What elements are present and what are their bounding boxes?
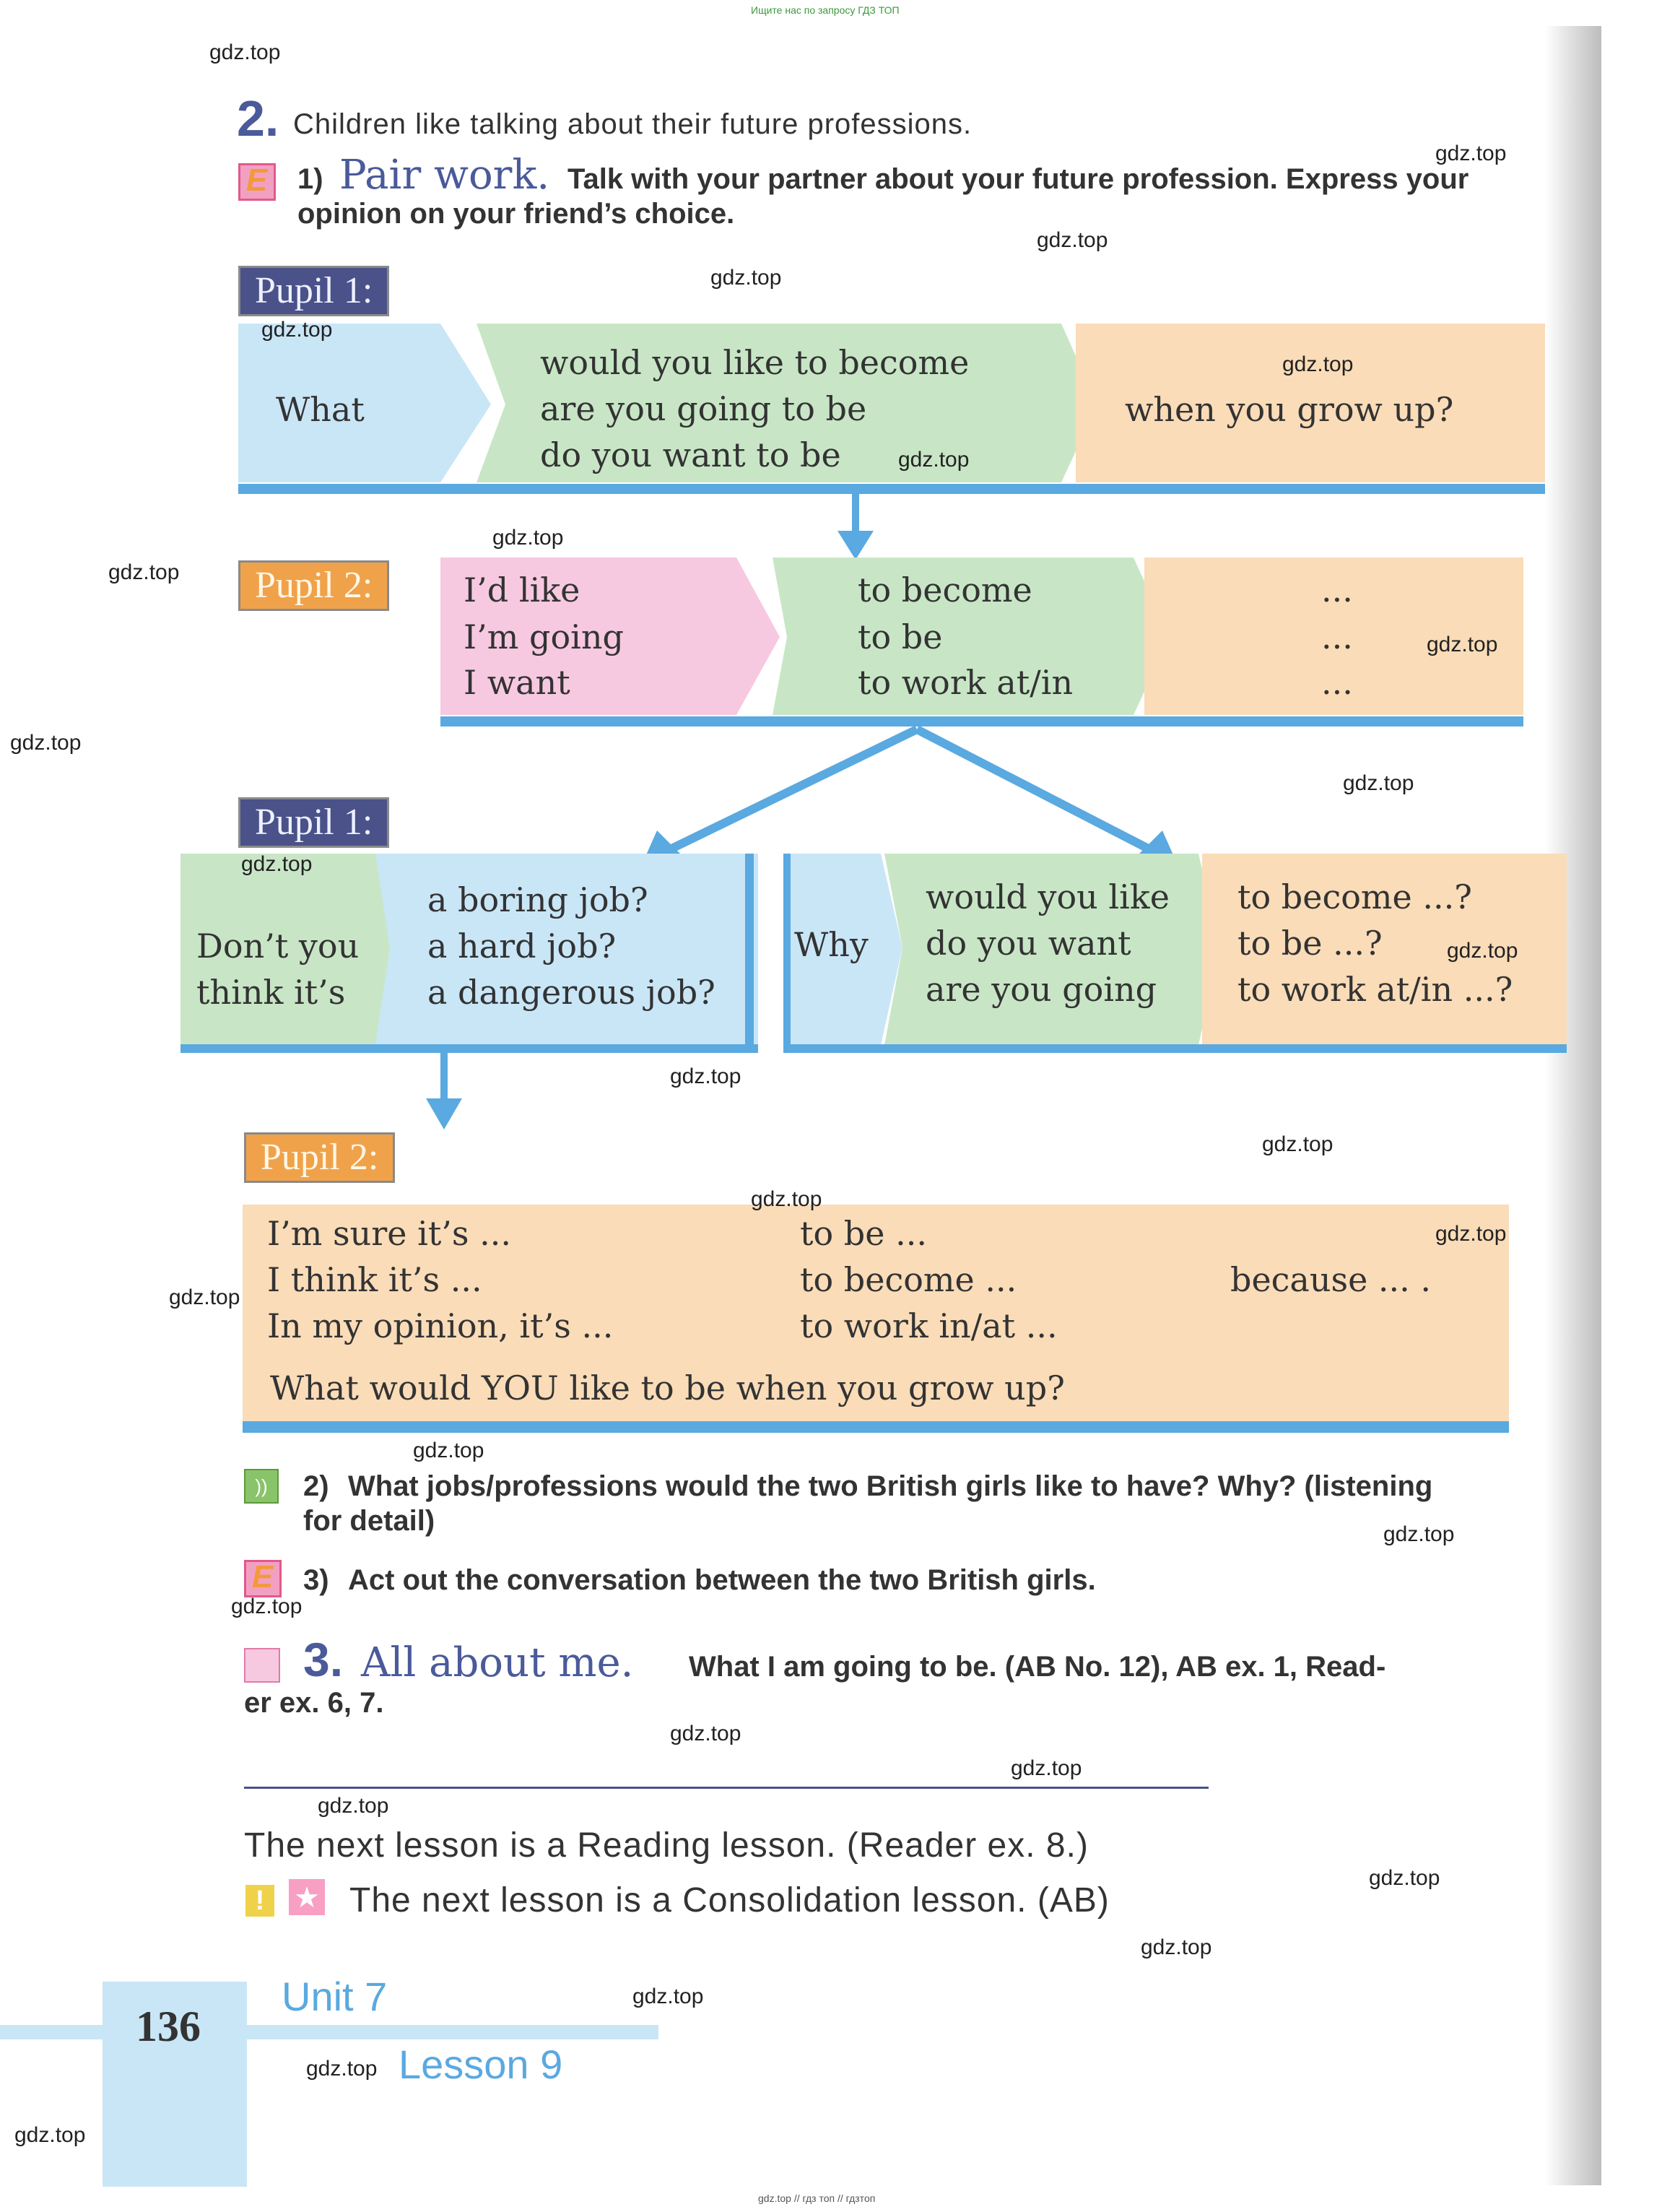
table-3-right-col3-line2: to be ...?	[1237, 924, 1383, 963]
task-1-number: 1)	[297, 163, 323, 195]
table-2-col2-line3: to work at/in	[858, 663, 1074, 702]
exercise-2-intro: Children like talking about their future professions.	[293, 108, 973, 140]
task-2-number: 2)	[303, 1470, 329, 1502]
footer-lesson: Lesson 9	[399, 2042, 563, 2087]
task-3-text: Act out the conversation between the two British girls.	[348, 1564, 1096, 1596]
watermark: gdz.top	[169, 1285, 240, 1309]
table-2-col1-line1: I’d like	[464, 571, 580, 610]
watermark: gdz.top	[1011, 1756, 1082, 1780]
table-3-right-col3-line3: to work at/in ...?	[1237, 970, 1513, 1009]
table-3-right-col3-line1: to become ...?	[1237, 877, 1472, 916]
watermark: gdz.top	[492, 526, 564, 550]
divider-line	[244, 1787, 1209, 1789]
page-number: 136	[136, 2003, 201, 2050]
watermark: gdz.top	[670, 1064, 741, 1088]
exclamation-icon: !	[245, 1885, 274, 1917]
watermark: gdz.top	[1282, 352, 1354, 376]
watermark: gdz.top	[231, 1595, 303, 1618]
watermark: gdz.top	[14, 2123, 86, 2147]
table-1-col2-line1: would you like to become	[540, 343, 970, 382]
pair-work-icon	[238, 163, 276, 201]
watermark: gdz.top	[1037, 228, 1108, 252]
arrow-down-2	[426, 1051, 462, 1131]
task-2-text-line2: for detail)	[303, 1505, 435, 1537]
exercise-3-text-line2: er ex. 6, 7.	[244, 1687, 384, 1719]
top-watermark-text: Ищите нас по запросу ГДЗ ТОП	[751, 4, 900, 16]
watermark: gdz.top	[1141, 1935, 1212, 1959]
watermark: gdz.top	[670, 1722, 741, 1745]
arrow-down-1	[837, 491, 874, 563]
watermark: gdz.top	[261, 318, 333, 342]
pupil-2-label-a: Pupil 2:	[238, 560, 389, 611]
pupil-2-label-b: Pupil 2:	[244, 1132, 395, 1183]
watermark: gdz.top	[1447, 939, 1518, 963]
table-2-col2-line2: to be	[858, 617, 943, 656]
footer-unit: Unit 7	[282, 1974, 388, 2019]
listening-icon: ))	[244, 1469, 279, 1504]
table-2-col1-line3: I want	[464, 663, 570, 702]
table-3-left-col1-line1: Don’t you	[196, 927, 360, 966]
exercise-2-number: 2.	[237, 90, 279, 147]
watermark: gdz.top	[318, 1794, 389, 1818]
next-lesson-reading: The next lesson is a Reading lesson. (Reader ex. 8.)	[244, 1826, 1089, 1865]
exercise-3-text: What I am going to be. (AB No. 12), AB ex. 1, Read-	[689, 1651, 1386, 1683]
home-icon	[244, 1648, 280, 1683]
bottom-watermark-text: gdz.top // гдз топ // гдзтоп	[758, 2193, 876, 2204]
table-2-col1-line2: I’m going	[464, 617, 624, 656]
table-4-col1-line2: I think it’s ...	[267, 1260, 482, 1299]
pupil-1-label-b: Pupil 1:	[238, 797, 389, 848]
page-edge-shadow	[1545, 26, 1601, 2185]
table-4-col2-line1: to be ...	[800, 1214, 927, 1253]
task-1-text-line2: opinion on your friend’s choice.	[297, 198, 735, 230]
exercise-3-number: 3.	[303, 1633, 344, 1686]
table-4-col3: because ... .	[1230, 1260, 1432, 1299]
watermark: gdz.top	[241, 852, 313, 876]
table-2-col2-line1: to become	[858, 571, 1032, 610]
watermark: gdz.top	[10, 731, 82, 755]
table-3-right-col1: Why	[794, 925, 869, 964]
table-3-left-col1-line2: think it’s	[196, 973, 346, 1012]
table-3-left-col2-line2: a hard job?	[427, 927, 617, 966]
diverging-arrows	[635, 722, 1184, 867]
watermark: gdz.top	[1262, 1132, 1333, 1156]
table-3-right-col2-line3: are you going	[926, 970, 1157, 1009]
table-1-col2-line3: do you want to be	[540, 435, 841, 474]
footer-band-horizontal	[0, 2025, 658, 2039]
watermark: gdz.top	[632, 1985, 704, 2008]
watermark: gdz.top	[1435, 1222, 1507, 1246]
task-2-text: What jobs/professions would the two British girls like to have? Why? (listening	[348, 1470, 1433, 1502]
watermark: gdz.top	[1383, 1522, 1455, 1546]
watermark: gdz.top	[1435, 142, 1507, 165]
star-icon: ★	[289, 1879, 325, 1915]
table-3-right-col2-line2: do you want	[926, 924, 1131, 963]
table-4-col1-line3: In my opinion, it’s ...	[267, 1306, 614, 1345]
table-1-col3: when you grow up?	[1125, 390, 1454, 429]
table-4-col1-line1: I’m sure it’s ...	[267, 1214, 512, 1253]
table-4-col2-line2: to become ...	[800, 1260, 1017, 1299]
next-lesson-consolidation: The next lesson is a Consolidation lesson. (AB)	[349, 1881, 1110, 1920]
watermark: gdz.top	[209, 40, 281, 64]
table-3-left-col2-line1: a boring job?	[427, 880, 648, 919]
table-4-col2-line3: to work in/at ...	[800, 1306, 1058, 1345]
table-3-right-col2-line1: would you like	[926, 877, 1170, 916]
task-3-number: 3)	[303, 1564, 329, 1596]
watermark: gdz.top	[751, 1187, 822, 1211]
watermark: gdz.top	[108, 560, 180, 584]
act-out-icon	[244, 1560, 282, 1597]
pupil-1-label-a: Pupil 1:	[238, 266, 389, 316]
task-1-title: Pair work.	[339, 152, 550, 199]
table-4-question: What would YOU like to be when you grow up?	[270, 1369, 1065, 1408]
watermark: gdz.top	[306, 2057, 378, 2081]
watermark: gdz.top	[1427, 633, 1498, 656]
watermark: gdz.top	[710, 266, 782, 290]
table-3-left-col2-line3: a dangerous job?	[427, 973, 715, 1012]
table-1-col2-line2: are you going to be	[540, 389, 867, 428]
table-2-col3-line3: ...	[1321, 663, 1353, 702]
watermark: gdz.top	[898, 448, 970, 472]
table-2-col3-line2: ...	[1321, 617, 1353, 656]
task-1-text: Talk with your partner about your future profession. Express your	[567, 163, 1469, 195]
exercise-3-title: All about me.	[361, 1639, 634, 1686]
table-2-col3-line1: ...	[1321, 571, 1353, 610]
watermark: gdz.top	[1369, 1866, 1440, 1890]
watermark: gdz.top	[413, 1439, 484, 1462]
table-1-col1: What	[276, 390, 365, 429]
watermark: gdz.top	[1343, 771, 1414, 795]
